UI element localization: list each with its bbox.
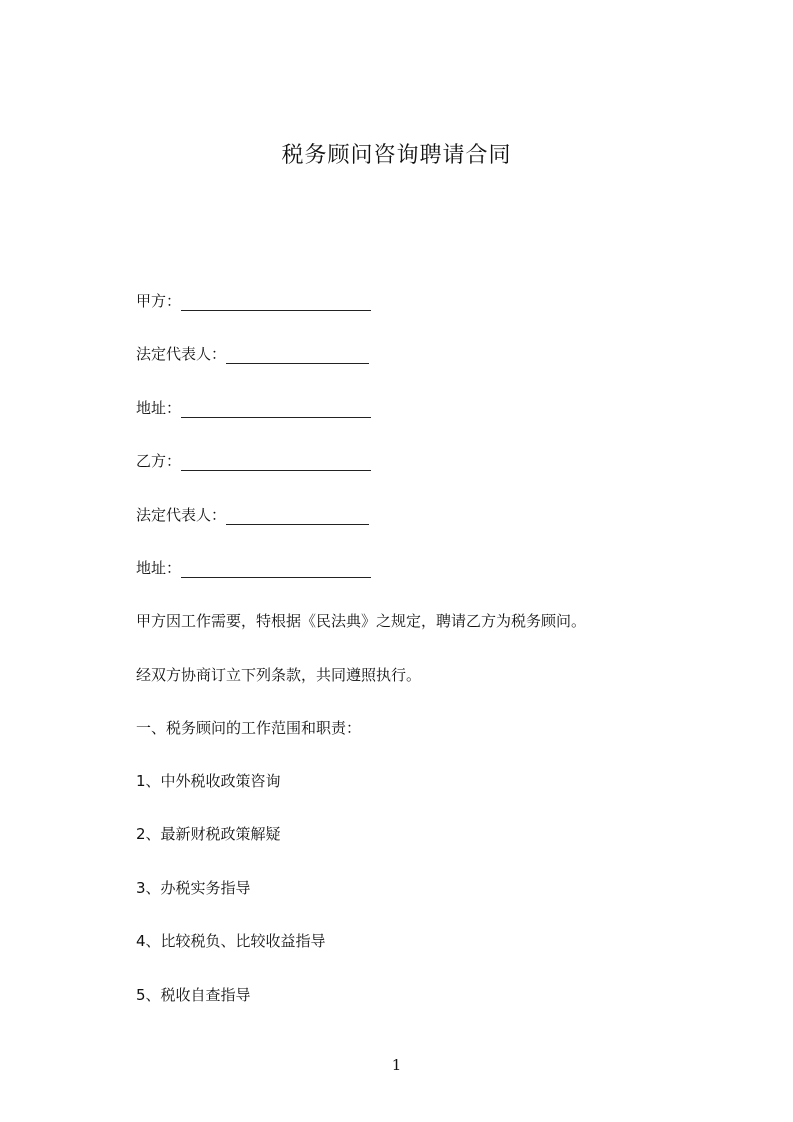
paragraph-purpose: 甲方因工作需要，特根据《民法典》之规定，聘请乙方为税务顾问。 bbox=[136, 612, 587, 630]
party-a-address-blank[interactable] bbox=[181, 402, 371, 418]
list-item: 2、最新财税政策解疑 bbox=[136, 825, 281, 843]
party-a-address-field bbox=[136, 398, 371, 418]
party-b-blank[interactable] bbox=[181, 455, 371, 471]
party-a-representative-field bbox=[136, 344, 369, 364]
document-title: 税务顾问咨询聘请合同 bbox=[281, 143, 512, 168]
party-b-address-blank[interactable] bbox=[181, 562, 371, 578]
party-b-address-field bbox=[136, 558, 371, 578]
page-number: 1 bbox=[391, 1056, 402, 1074]
list-item: 5、税收自查指导 bbox=[136, 986, 251, 1004]
party-a-blank[interactable] bbox=[181, 295, 371, 311]
party-b-field bbox=[136, 451, 371, 471]
party-a-representative-blank[interactable] bbox=[226, 348, 369, 364]
party-b-representative-label: 法定代表人： bbox=[136, 506, 227, 524]
party-b-label: 乙方： bbox=[136, 452, 182, 470]
party-a-field bbox=[136, 291, 371, 311]
list-item: 4、比较税负、比较收益指导 bbox=[136, 932, 326, 950]
section-heading-scope: 一、税务顾问的工作范围和职责： bbox=[136, 719, 362, 737]
list-item: 3、办税实务指导 bbox=[136, 879, 251, 897]
party-a-label: 甲方： bbox=[136, 292, 182, 310]
party-b-address-label: 地址： bbox=[136, 559, 182, 577]
party-b-representative-blank[interactable] bbox=[226, 509, 369, 525]
party-b-representative-field bbox=[136, 505, 369, 525]
party-a-representative-label: 法定代表人： bbox=[136, 345, 227, 363]
party-a-address-label: 地址： bbox=[136, 399, 182, 417]
paragraph-agreement: 经双方协商订立下列条款，共同遵照执行。 bbox=[136, 666, 422, 684]
list-item: 1、中外税收政策咨询 bbox=[136, 772, 281, 790]
